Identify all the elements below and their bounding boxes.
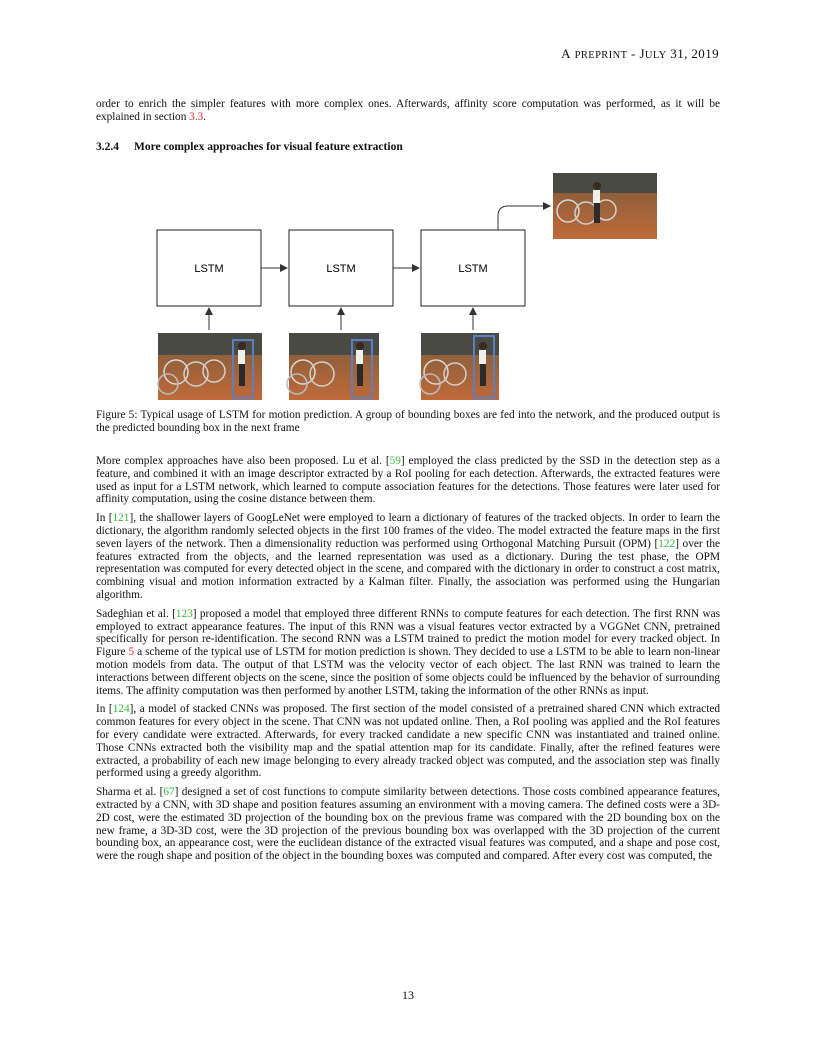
paragraph-3: Sadeghian et al. [123] proposed a model that employed three different RNNs to compute features for each detection. The first RNN was employed to extract appearance features. The input of this RNN was a visual features vector extracted by a VGGNet CNN, pretrained specifically for person re-identification. The second RNN was a LSTM trained to predict the motion model for every tracked object. In Figure 5 a scheme of the typical use of LSTM for motion prediction is shown. They decided to use a LSTM to be able to learn non-linear motion models from data. The output of that LSTM was the velocity vector of each object. The last RNN was trained to learn the interactions between different objects on the scene, since the position of some objects could be influenced by the behavior of surrounding items. The affinity computation was then performed by another LSTM, taking the information of the other RNNs as input. [96, 607, 721, 697]
section-heading: 3.2.4 More complex approaches for visual feature extraction [96, 141, 403, 153]
input-frame-2 [287, 333, 379, 400]
citation-link[interactable]: 122 [658, 537, 676, 550]
page-number: 13 [402, 988, 414, 1002]
input-frame-1 [158, 333, 262, 400]
figure-link[interactable]: 5 [128, 646, 135, 659]
output-frame [553, 173, 657, 239]
lstm-figure [0, 0, 816, 420]
citation-link[interactable]: 124 [112, 703, 130, 716]
top-paragraph: order to enrich the simpler features with more complex ones. Afterwards, affinity score computation was performed, as it will be explained in section 3.3. [96, 98, 720, 123]
body-text [96, 455, 720, 869]
paragraph-2: In [121], the shallower layers of GoogLeNet were employed to learn a dictionary of features of the tracked objects. In order to learn the dictionary, the algorithm randomly selected objects in the first 100 frames of the video. The model extracted the feature maps in the first seven layers of the network. Then a dimensionality reduction was performed using Orthogonal Matching Pursuit (OPM) [122] over the features extracted from the objects, and the learned representation was used as a dictionary. During the test phase, the OPM representation was computed for every detected object in the scene, and compared with the dictionary in order to construct a cost matrix, combining visual and motion information extracted by a Kalman filter. Finally, the association was performed using the Hungarian algorithm. [96, 512, 721, 601]
running-header: A PREPRINT - JULY 31, 2019 [561, 46, 719, 61]
input-frame-3 [420, 333, 499, 400]
paragraph-1: More complex approaches have also been proposed. Lu et al. [59] employed the class predicted by the SSD in the detection step as a feature, and combined it with an image descriptor extracted by a RoI pooling for each detection. Afterwards, the extracted features were used as input for a LSTM network, which learned to compute association features for the detections. Those features were later used for affinity computation, using the cosine distance between them. [96, 455, 721, 506]
citation-link[interactable]: 121 [112, 512, 130, 525]
lstm-label-1: LSTM [194, 263, 224, 275]
citation-link[interactable]: 123 [175, 607, 193, 620]
section-link[interactable]: 3.3 [189, 110, 204, 123]
citation-link[interactable]: 67 [163, 786, 175, 799]
lstm-label-2: LSTM [326, 263, 356, 275]
lstm-label-3: LSTM [458, 263, 488, 275]
figure-caption: Figure 5: Typical usage of LSTM for motion prediction. A group of bounding boxes are fed into the network, and the produced output is the predicted bounding box in the next frame [96, 409, 720, 434]
output-arrow [498, 206, 550, 230]
paragraph-5: Sharma et al. [67] designed a set of cost functions to compute similarity between detections. Those costs combined appearance features, extracted by a CNN, with 3D shape and position features assuming an environment with a moving camera. The defined costs were a 3D-2D cost, were the estimated 3D projection of the bounding box on the previous frame was compared with the 2D bounding box on the new frame, a 3D-3D cost, were the 3D projection of the previous bounding box was overlapped with the 3D projection of the current bounding box, an appearance cost, were the euclidean distance of the extracted visual features was computed, and a shape and pose cost, were the rough shape and position of the object in the bounding boxes was computed and compared. After every cost was computed, the [96, 786, 721, 863]
paragraph-4: In [124], a model of stacked CNNs was proposed. The first section of the model consisted of a pretrained shared CNN which extracted common features for every object in the scene. That CNN was not updated online. Then, a RoI pooling was applied and the RoI features for every candidate were extracted. Afterwards, for every tracked candidate a new specific CNN was instantiated and trained online. Those CNNs extracted both the visibility map and the spatial attention map for its candidate. Finally, after the refined features were extracted, a probability of each new image belonging to every already tracked object was computed, and the association step was finally performed using a greedy algorithm. [96, 703, 720, 780]
citation-link[interactable]: 59 [389, 455, 401, 467]
